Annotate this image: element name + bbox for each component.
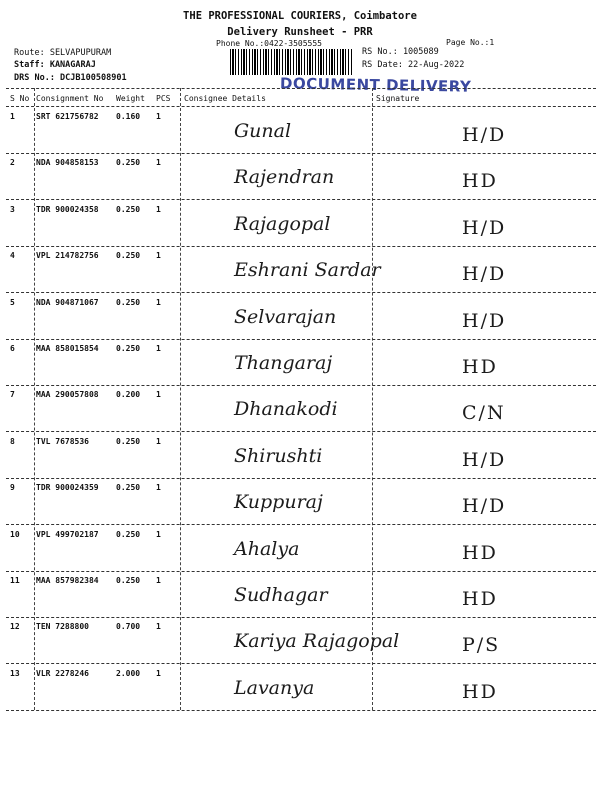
runsheet-title: Delivery Runsheet - PRR (227, 26, 373, 38)
table-row (6, 294, 596, 340)
weight-value: 0.700 (116, 622, 141, 632)
delivery-signature: H/D (462, 495, 507, 518)
consignment-number: MAA 290057808 (36, 390, 99, 400)
serial-number: 10 (10, 529, 20, 539)
consignment-number: MAA 857982384 (36, 576, 99, 585)
delivery-signature: H/D (462, 263, 507, 286)
consignment-number: VPL 214782756 (36, 251, 99, 261)
header-top-rule (6, 88, 596, 89)
pieces-count: 1 (156, 344, 161, 353)
staff-label: Staff: KANAGARAJ (14, 60, 96, 70)
consignee-name: Selvarajan (234, 305, 337, 328)
consignment-number: TVL 7678536 (36, 436, 89, 446)
consignment-number: TDR 900024358 (36, 204, 99, 214)
pieces-count: 1 (156, 251, 161, 261)
serial-number: 2 (10, 158, 15, 168)
delivery-signature: HD (462, 356, 498, 378)
delivery-signature: H/D (462, 124, 507, 146)
serial-number: 8 (10, 436, 15, 446)
serial-number: 3 (10, 204, 15, 214)
table-row (6, 665, 596, 711)
delivery-signature: H/D (462, 309, 507, 332)
table-row (6, 247, 596, 293)
consignee-name: Ahalya (234, 537, 300, 560)
weight-value: 0.160 (116, 112, 141, 121)
serial-number: 6 (10, 344, 15, 353)
phone-number: Phone No.:0422-3505555 (216, 39, 322, 48)
weight-value: 0.250 (116, 297, 141, 307)
consignee-name: Lavanya (234, 676, 315, 699)
serial-number: 11 (10, 576, 20, 585)
weight-value: 0.250 (116, 204, 141, 214)
weight-value: 0.250 (116, 436, 141, 446)
table-row (6, 201, 596, 247)
weight-value: 0.200 (116, 390, 141, 400)
weight-value: 0.250 (116, 251, 141, 261)
weight-value: 0.250 (116, 344, 141, 353)
header-bottom-rule (6, 106, 596, 107)
table-row (6, 108, 596, 154)
delivery-signature: H/D (462, 216, 507, 239)
consignee-name: Kariya Rajagopal (234, 630, 400, 653)
consignee-name: Kuppuraj (234, 491, 323, 514)
consignee-name: Rajagopal (234, 212, 331, 235)
col-consignee: Consignee Details (184, 94, 266, 103)
consignee-name: Eshrani Sardar (234, 259, 381, 282)
consignee-name: Thangaraj (234, 352, 333, 374)
consignment-number: SRT 621756782 (36, 112, 99, 121)
pieces-count: 1 (156, 158, 161, 168)
table-row (6, 572, 596, 618)
page-number: Page No.:1 (446, 38, 495, 47)
pieces-count: 1 (156, 622, 161, 632)
rs-number: RS No.: 1005089 (362, 47, 439, 57)
serial-number: 4 (10, 251, 15, 261)
consignment-number: NDA 904858153 (36, 158, 99, 168)
consignment-number: MAA 858015854 (36, 344, 99, 353)
weight-value: 0.250 (116, 158, 141, 168)
consignee-name: Sudhagar (234, 584, 328, 606)
pieces-count: 1 (156, 483, 161, 493)
weight-value: 0.250 (116, 529, 141, 539)
table-row (6, 433, 596, 479)
weight-value: 2.000 (116, 668, 141, 678)
pieces-count: 1 (156, 112, 161, 121)
table-row (6, 340, 596, 386)
table-row (6, 526, 596, 572)
rs-date: RS Date: 22-Aug-2022 (362, 60, 465, 70)
serial-number: 9 (10, 483, 15, 493)
document-delivery-stamp: DOCUMENT DELIVERY (279, 74, 472, 96)
col-sno: S No (10, 94, 30, 103)
pieces-count: 1 (156, 668, 161, 678)
pieces-count: 1 (156, 576, 161, 585)
serial-number: 7 (10, 390, 15, 400)
col-weight: Weight (116, 94, 145, 103)
serial-number: 1 (10, 112, 15, 121)
delivery-signature: P/S (462, 634, 501, 657)
pieces-count: 1 (156, 297, 161, 307)
consignee-name: Gunal (234, 120, 292, 142)
consignment-number: VLR 2278246 (36, 668, 89, 678)
consignee-name: Dhanakodi (234, 398, 338, 421)
barcode-image (230, 49, 352, 75)
table-row (6, 618, 596, 664)
drs-number: DRS No.: DCJB100508901 (14, 73, 127, 83)
serial-number: 5 (10, 297, 15, 307)
delivery-signature: C/N (462, 402, 506, 425)
table-row (6, 479, 596, 525)
col-consignment: Consignment No (36, 94, 104, 103)
consignment-number: TDR 900024359 (36, 483, 99, 493)
delivery-signature: HD (462, 541, 498, 564)
delivery-signature: H/D (462, 448, 507, 471)
pieces-count: 1 (156, 436, 161, 446)
route-label: Route: SELVAPUPURAM (14, 48, 112, 58)
delivery-signature: HD (462, 170, 498, 193)
col-pcs: PCS (156, 94, 171, 103)
row-separator (6, 710, 596, 711)
consignee-name: Rajendran (234, 166, 335, 189)
consignment-number: NDA 904871067 (36, 297, 99, 307)
table-row (6, 386, 596, 432)
weight-value: 0.250 (116, 576, 141, 585)
consignment-number: TEN 7288800 (36, 622, 89, 632)
pieces-count: 1 (156, 204, 161, 214)
serial-number: 12 (10, 622, 20, 632)
col-signature: Signature (376, 94, 420, 103)
consignment-number: VPL 499702187 (36, 529, 99, 539)
delivery-signature: HD (462, 588, 498, 610)
consignee-name: Shirushti (234, 444, 323, 467)
pieces-count: 1 (156, 529, 161, 539)
delivery-signature: HD (462, 680, 498, 703)
table-row (6, 154, 596, 200)
pieces-count: 1 (156, 390, 161, 400)
weight-value: 0.250 (116, 483, 141, 493)
company-title: THE PROFESSIONAL COURIERS, Coimbatore (183, 10, 417, 22)
serial-number: 13 (10, 668, 20, 678)
